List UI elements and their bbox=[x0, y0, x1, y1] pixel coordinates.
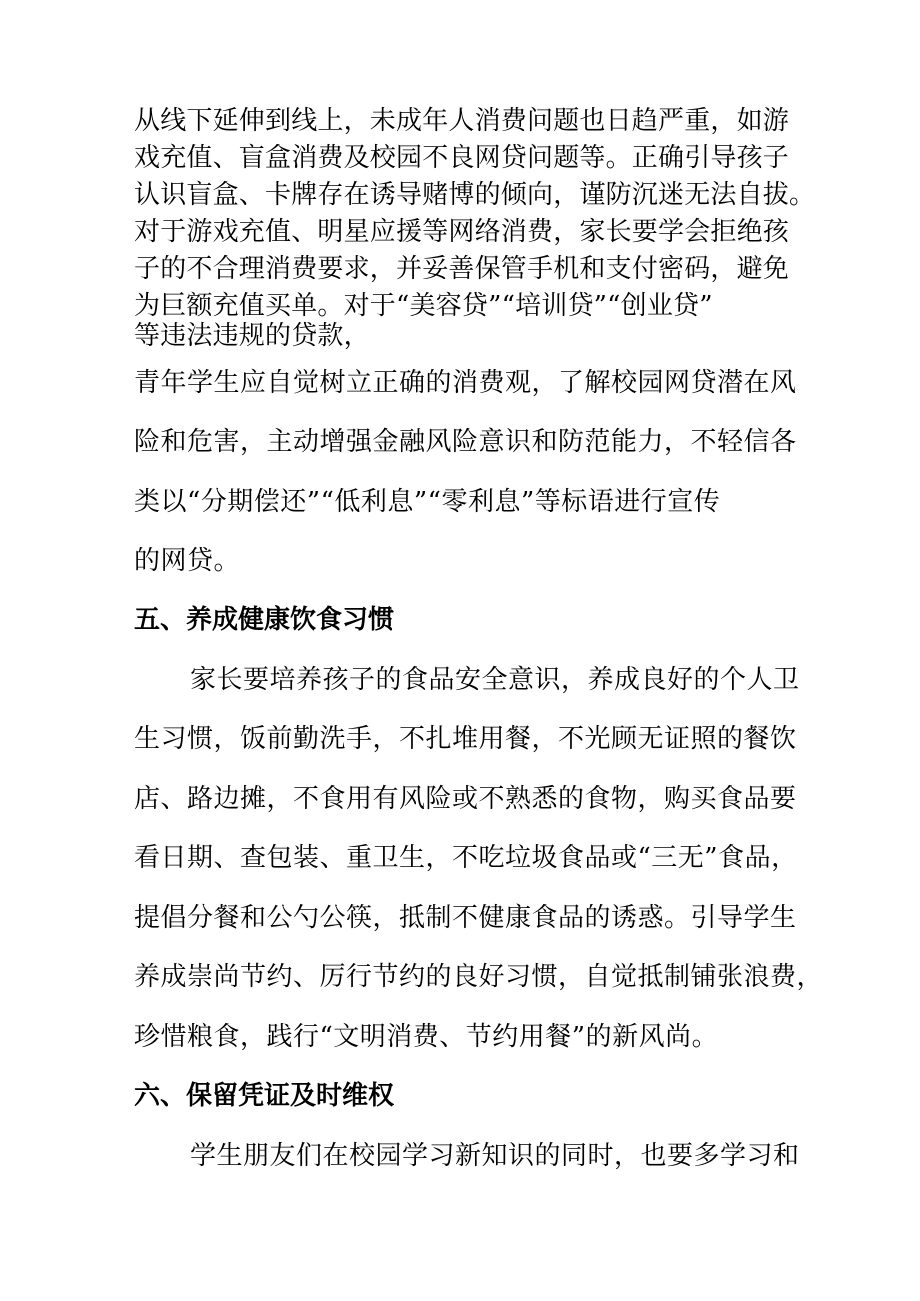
paragraph-line: 从线下延伸到线上，未成年人消费问题也日趋严重，如游 bbox=[134, 106, 790, 136]
paragraph-line: 戏充值、盲盒消费及校园不良网贷问题等。正确引导孩子 bbox=[134, 143, 790, 173]
paragraph-line: 对于游戏充值、明星应援等网络消费，家长要学会拒绝孩 bbox=[134, 217, 790, 247]
section-heading: 六、保留凭证及时维权 bbox=[134, 1081, 395, 1111]
paragraph-line: 提倡分餐和公勺公筷，抵制不健康食品的诱惑。引导学生 bbox=[134, 903, 797, 933]
paragraph-line: 生习惯，饭前勤洗手，不扎堆用餐，不光顾无证照的餐饮 bbox=[134, 724, 797, 754]
paragraph-line: 类以“分期偿还”“低利息”“零利息”等标语进行宣传 bbox=[134, 487, 721, 517]
paragraph-line: 为巨额充值买单。对于“美容贷”“培训贷”“创业贷” bbox=[134, 291, 713, 321]
section-heading: 五、养成健康饮食习惯 bbox=[134, 605, 395, 635]
paragraph-line: 养成崇尚节约、厉行节约的良好习惯，自觉抵制铺张浪费， bbox=[134, 962, 824, 992]
paragraph-line: 险和危害，主动增强金融风险意识和防范能力，不轻信各 bbox=[134, 427, 797, 457]
paragraph-line: 的网贷。 bbox=[134, 546, 241, 576]
paragraph-line: 看日期、查包装、重卫生，不吃垃圾食品或“三无”食品， bbox=[134, 843, 798, 873]
paragraph-line: 珍惜粮食，践行“文明消费、节约用餐”的新风尚。 bbox=[134, 1022, 719, 1052]
paragraph-line: 店、路边摊，不食用有风险或不熟悉的食物，购买食品要 bbox=[134, 784, 797, 814]
paragraph-line: 认识盲盒、卡牌存在诱导赌博的倾向，谨防沉迷无法自拔。 bbox=[134, 180, 816, 210]
paragraph-line: 学生朋友们在校园学习新知识的同时，也要多学习和 bbox=[190, 1141, 800, 1171]
paragraph-line: 等违法违规的贷款， bbox=[134, 321, 370, 351]
paragraph-line: 青年学生应自觉树立正确的消费观，了解校园网贷潜在风 bbox=[134, 368, 797, 398]
paragraph-line: 子的不合理消费要求，并妥善保管手机和支付密码，避免 bbox=[134, 254, 790, 284]
paragraph-line: 家长要培养孩子的食品安全意识，养成良好的个人卫 bbox=[190, 665, 800, 695]
